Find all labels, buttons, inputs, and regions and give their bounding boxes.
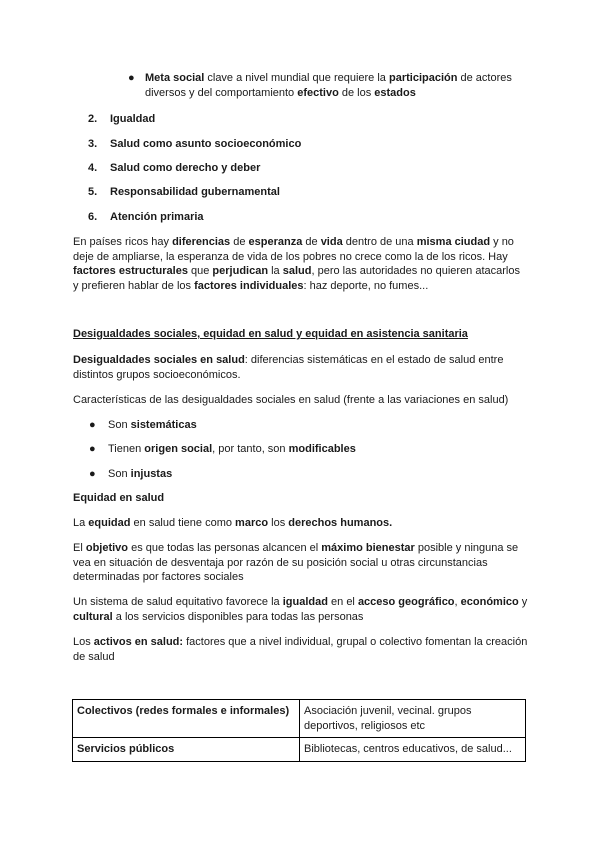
intro-bullet-text: Meta social clave a nivel mundial que requiere la participación de actores diversos y del comportamiento efectivo de los estados bbox=[145, 72, 512, 99]
equity-paragraph-1: La equidad en salud tiene como marco los derechos humanos. bbox=[73, 517, 393, 529]
bullet-icon: ● bbox=[89, 443, 96, 455]
list-item: 4. Salud como derecho y deber bbox=[88, 162, 261, 174]
equity-paragraph-3: Un sistema de salud equitativo favorece la igualdad en el acceso geográfico, económico y cultural a los servicios disponibles para todas las personas bbox=[73, 596, 528, 623]
equity-heading: Equidad en salud bbox=[73, 492, 165, 504]
bullet-icon: ● bbox=[128, 72, 135, 84]
characteristics-intro: Características de las desigualdades sociales en salud (frente a las variaciones en salud) bbox=[73, 394, 509, 406]
table-cell: Colectivos (redes formales e informales) bbox=[73, 700, 300, 738]
assets-paragraph: Los activos en salud: factores que a nivel individual, grupal o colectivo fomentan la creación de salud bbox=[73, 636, 528, 663]
list-item: 2. Igualdad bbox=[88, 113, 156, 125]
list-item: ● Tienen origen social, por tanto, son modificables bbox=[89, 443, 356, 455]
list-item: 6. Atención primaria bbox=[88, 211, 204, 223]
section-title: Desigualdades sociales, equidad en salud y equidad en asistencia sanitaria bbox=[73, 328, 468, 340]
bullet-icon: ● bbox=[89, 419, 96, 431]
definition-paragraph: Desigualdades sociales en salud: diferencias sistemáticas en el estado de salud entre distintos grupos socioeconómicos. bbox=[73, 354, 504, 381]
table-cell: Servicios públicos bbox=[73, 738, 300, 762]
paragraph-rich-countries: En países ricos hay diferencias de esperanza de vida dentro de una misma ciudad y no deje de ampliarse, la esperanza de vida de los pobres no crece como la de los ricos. Hay factores estructurales que perjudican la salud, pero las autoridades no quieren atacarlos y prefieren hablar de los factores individuales: haz deporte, no fumes... bbox=[73, 236, 520, 292]
intro-bullet-item bbox=[128, 71, 528, 100]
list-item: ● Son injustas bbox=[89, 468, 173, 480]
list-item: 3. Salud como asunto socioeconómico bbox=[88, 138, 302, 150]
list-item: 5. Responsabilidad gubernamental bbox=[88, 186, 280, 198]
list-item: ● Son sistemáticas bbox=[89, 419, 197, 431]
table-cell: Bibliotecas, centros educativos, de salud... bbox=[300, 738, 526, 762]
table-cell: Asociación juvenil, vecinal. grupos deportivos, religiosos etc bbox=[300, 700, 526, 738]
table-row bbox=[73, 738, 526, 762]
table-row bbox=[73, 700, 526, 738]
equity-paragraph-2: El objetivo es que todas las personas alcancen el máximo bienestar posible y ninguna se vea en situación de desventaja por razón de su posición social u otras circunstancias determinadas por factores sociales bbox=[73, 542, 519, 584]
assets-table bbox=[72, 699, 526, 762]
bullet-icon: ● bbox=[89, 468, 96, 480]
